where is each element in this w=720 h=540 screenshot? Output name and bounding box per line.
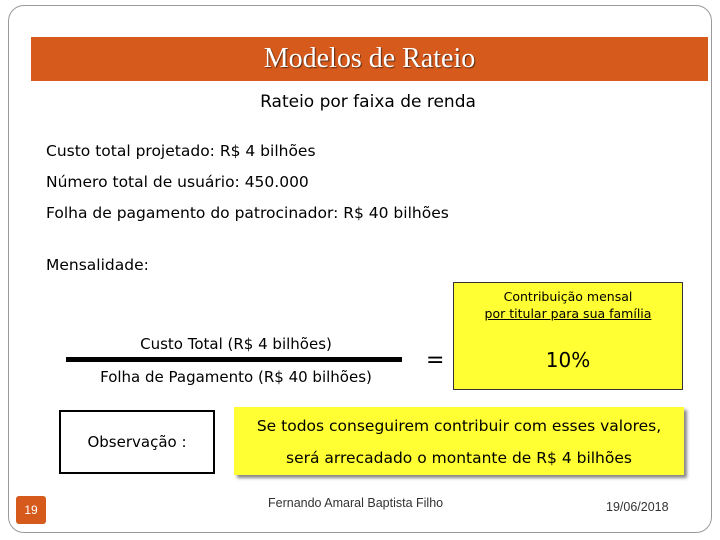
monthly-fee-label: Mensalidade: xyxy=(46,256,149,274)
fraction-bar xyxy=(66,357,402,362)
footer-author: Fernando Amaral Baptista Filho xyxy=(268,496,444,510)
projected-cost-line: Custo total projetado: R$ 4 bilhões xyxy=(46,142,316,160)
observation-box xyxy=(59,410,215,474)
formula-numerator: Custo Total (R$ 4 bilhões) xyxy=(140,335,332,353)
contribution-label-line2: por titular para sua família xyxy=(484,306,652,321)
contribution-label-line1: Contribuição mensal xyxy=(503,289,633,304)
observation-text-line2: será arrecadado o montante de R$ 4 bilhões xyxy=(286,449,632,467)
observation-text-line1: Se todos conseguirem contribuir com esses valores, xyxy=(256,417,662,435)
observation-label: Observação : xyxy=(87,433,187,451)
equals-sign: = xyxy=(426,348,445,373)
footer-date: 19/06/2018 xyxy=(606,500,669,514)
page-number: 19 xyxy=(16,496,46,524)
formula-denominator: Folha de Pagamento (R$ 40 bilhões) xyxy=(100,368,372,386)
payroll-line: Folha de pagamento do patrocinador: R$ 40 bilhões xyxy=(46,204,449,222)
contribution-label xyxy=(453,288,683,322)
observation-note xyxy=(234,407,684,475)
title-bar xyxy=(31,37,708,81)
user-count-line: Número total de usuário: 450.000 xyxy=(46,173,309,191)
slide-title: Modelos de Rateio xyxy=(263,43,476,74)
contribution-percentage: 10% xyxy=(545,348,591,372)
slide-subtitle: Rateio por faixa de renda xyxy=(260,92,476,112)
